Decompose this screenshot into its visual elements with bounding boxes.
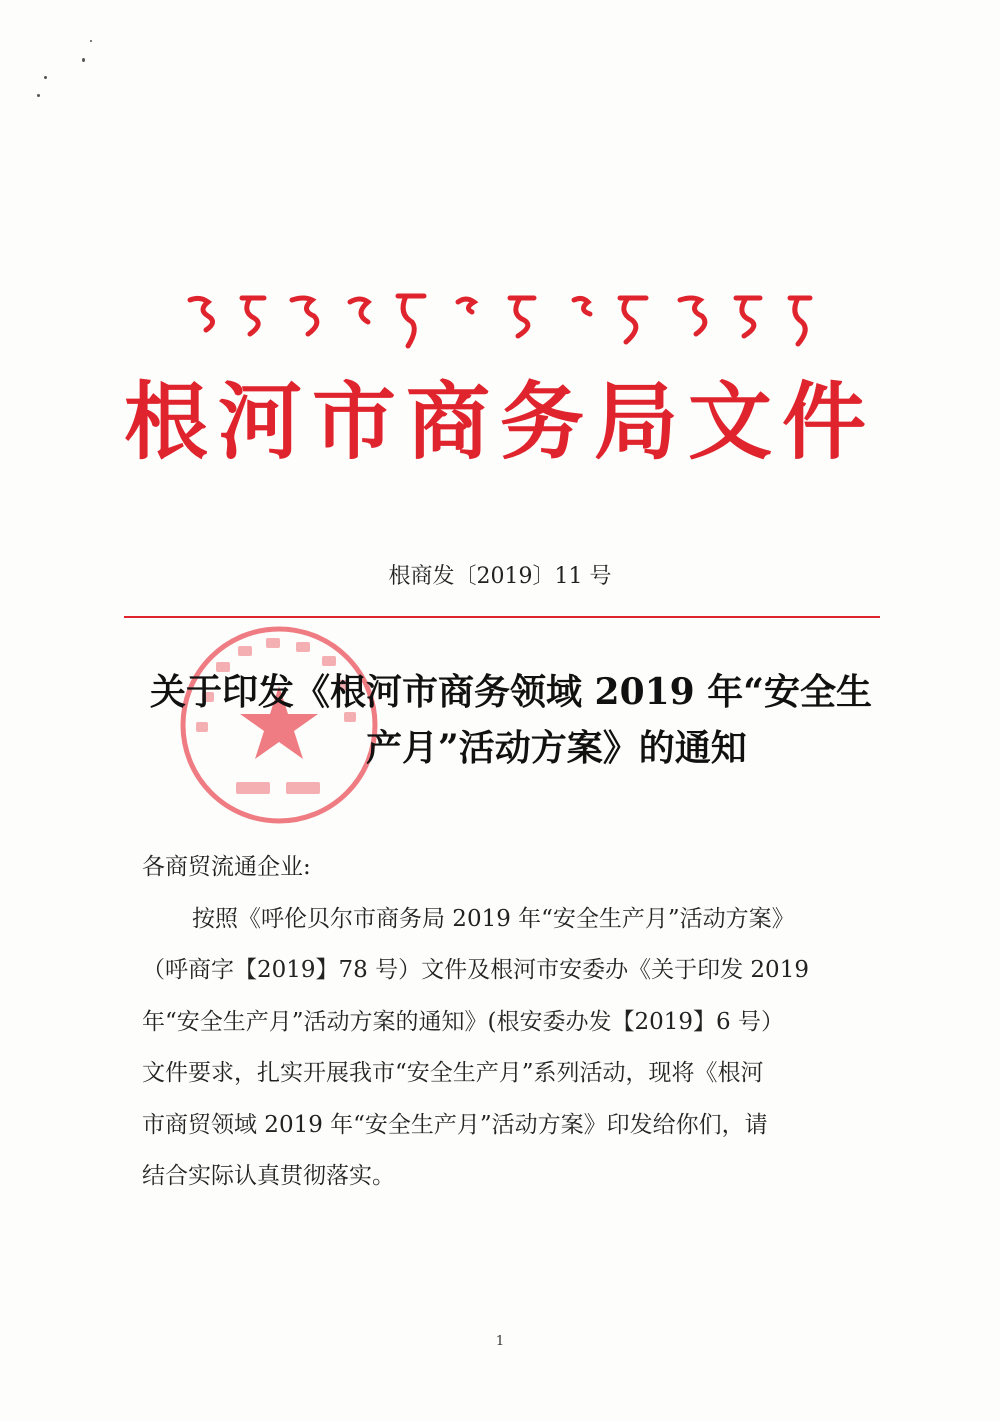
- title-line-2: 产月”活动方案》的通知: [366, 727, 747, 769]
- scan-speck: [82, 58, 85, 62]
- red-divider-line: [124, 616, 880, 618]
- mongolian-masthead: [180, 292, 820, 352]
- page-number: 1: [495, 1334, 505, 1349]
- body-line: （呼商字【2019】78 号）文件及根河市安委办《关于印发 2019: [142, 957, 809, 983]
- body-line: 市商贸领域 2019 年“安全生产月”活动方案》印发给你们，请: [142, 1111, 768, 1138]
- body-line: 按照《呼伦贝尔市商务局 2019 年“安全生产月”活动方案》: [192, 905, 795, 932]
- notice-title: [150, 664, 910, 776]
- body-line: 年“安全生产月”活动方案的通知》(根安委办发【2019】6 号）: [142, 1008, 784, 1035]
- scan-speck: [90, 40, 92, 42]
- title-line-1: 关于印发《根河市商务领域 2019 年“安全生: [150, 671, 872, 713]
- body-line: 结合实际认真贯彻落实。: [142, 1163, 395, 1189]
- scan-speck: [44, 76, 47, 79]
- document-number: 根商发〔2019〕11 号: [388, 564, 612, 589]
- masthead-title: 根河市商务局文件: [123, 372, 876, 471]
- notice-body: [142, 842, 902, 1203]
- scan-speck: [37, 94, 40, 97]
- body-line: 文件要求，扎实开展我市“安全生产月”系列活动，现将《根河: [142, 1060, 764, 1086]
- salutation: 各商贸流通企业:: [142, 854, 311, 880]
